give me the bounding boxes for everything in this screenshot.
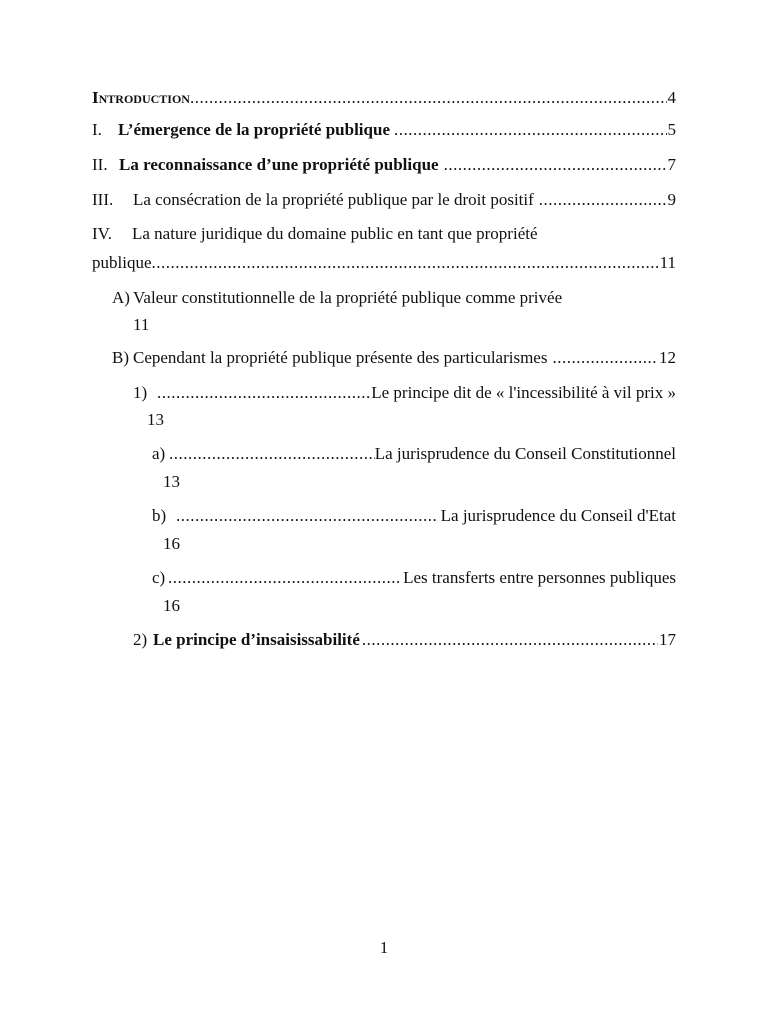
toc-entry-point-1 (133, 381, 676, 405)
toc-entry-page: 13 (147, 410, 164, 429)
toc-entry-sub-c (152, 566, 676, 590)
toc-entry-number: a) (152, 444, 166, 463)
toc-entry-title: Le principe d’insaisissabilité (153, 630, 360, 649)
dot-leader (157, 381, 371, 405)
toc-entry-title: Cependant la propriété publique présente des particularismes (133, 348, 548, 367)
toc-entry-page: 11 (133, 315, 150, 334)
toc-entry-page: 5 (667, 120, 676, 139)
page-number: 1 (379, 938, 389, 957)
toc-entry-page: 16 (163, 534, 180, 553)
toc-entry-number: 2) (133, 630, 148, 649)
toc-entry-page: 13 (163, 472, 180, 491)
dot-leader (552, 346, 658, 370)
toc-entry-number: A) (112, 288, 130, 307)
toc-entry-page: 16 (163, 596, 180, 615)
toc-entry-number: c) (152, 568, 166, 587)
dot-leader (190, 86, 667, 110)
dot-leader (444, 153, 667, 177)
toc-entry-subsection-b (112, 346, 676, 370)
toc-entry-page: 9 (667, 190, 676, 209)
toc-entry-page: 12 (659, 348, 676, 367)
dot-leader (394, 118, 667, 142)
toc-entry-title: La nature juridique du domaine public en tant que propriété (132, 224, 538, 243)
toc-entry-subsection-a-page (133, 313, 149, 337)
toc-entry-title: La consécration de la propriété publique par le droit positif (133, 190, 534, 209)
toc-entry-section-3 (92, 188, 676, 212)
toc-entry-section-1 (92, 118, 676, 142)
toc-entry-page: 17 (659, 630, 676, 649)
toc-entry-number: III. (92, 190, 114, 209)
toc-entry-title: Introduction (92, 88, 190, 107)
dot-leader (539, 188, 667, 212)
toc-entry-point-1-page (147, 408, 164, 432)
toc-entry-sub-b (152, 504, 676, 528)
toc-entry-page: 4 (667, 88, 676, 107)
toc-entry-section-2 (92, 153, 676, 177)
toc-entry-number: II. (92, 155, 108, 174)
toc-entry-sub-b-page (163, 532, 180, 556)
toc-entry-title: Valeur constitutionnelle de la propriété publique comme privée (133, 288, 563, 307)
toc-entry-number: 1) (133, 383, 148, 402)
toc-entry-title: Les transferts entre personnes publiques (403, 568, 676, 587)
toc-entry-title-continued: publique (92, 253, 152, 272)
toc-entry-sub-c-page (163, 594, 180, 618)
dot-leader (362, 628, 658, 652)
dot-leader (169, 442, 375, 466)
toc-entry-title: La jurisprudence du Conseil Constitutionnel (374, 444, 676, 463)
toc-entry-title: La reconnaissance d’une propriété publique (119, 155, 439, 174)
toc-entry-number: b) (152, 506, 167, 525)
toc-entry-sub-a-page (163, 470, 180, 494)
toc-entry-page: 11 (659, 253, 676, 272)
toc-entry-section-4 (92, 222, 676, 246)
toc-entry-title: L’émergence de la propriété publique (118, 120, 390, 139)
toc-entry-number: I. (92, 120, 102, 139)
toc-entry-section-4-continued (92, 251, 676, 275)
toc-entry-page: 7 (667, 155, 676, 174)
toc-entry-sub-a (152, 442, 676, 466)
toc-entry-title: La jurisprudence du Conseil d'Etat (440, 506, 676, 525)
toc-entry-point-2 (133, 628, 676, 652)
dot-leader (168, 566, 400, 590)
toc-entry-number: IV. (92, 224, 112, 243)
toc-entry-subsection-a (112, 286, 676, 310)
dot-leader (152, 251, 659, 275)
toc-entry-title: Le principe dit de « l'incessibilité à vil prix » (371, 383, 676, 402)
toc-entry-number: B) (112, 348, 129, 367)
toc-entry-introduction (92, 86, 676, 110)
dot-leader (176, 504, 438, 528)
